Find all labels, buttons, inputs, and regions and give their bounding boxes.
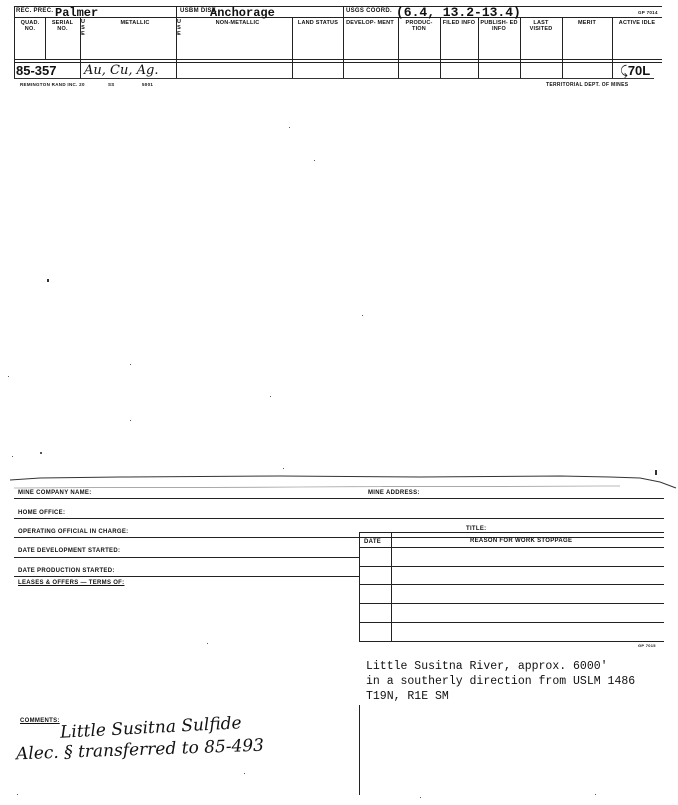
home-office-label: HOME OFFICE:: [18, 510, 66, 516]
col-line: [398, 18, 399, 78]
speck: [130, 420, 131, 421]
col-line: [612, 18, 613, 78]
col-active-idle: ACTIVE IDLE: [618, 20, 656, 26]
col-serial-no: SERIAL NO.: [51, 20, 74, 32]
speck: [47, 279, 49, 282]
col-last-visited: LAST VISITED: [529, 20, 553, 32]
speck: [362, 315, 363, 316]
line: [359, 547, 664, 548]
quad-serial-value: 85-357: [16, 63, 57, 78]
location-line-3: T19N, R1E SM: [366, 690, 449, 703]
table-left-border: [359, 532, 360, 642]
usbm-dist-label: USBM DIST.: [180, 8, 218, 14]
col-line: [478, 18, 479, 78]
line: [359, 566, 664, 567]
active-idle-value: [620, 63, 650, 79]
comments-line-1: Little Susitna Sulfide: [59, 713, 243, 743]
date-column-header: DATE: [364, 539, 382, 545]
line: [359, 584, 664, 585]
form-number-2: GP 7015: [638, 643, 656, 648]
speck: [130, 364, 131, 365]
comments-divider: [359, 705, 360, 795]
speck: [207, 643, 208, 644]
speck: [17, 794, 18, 795]
bottom-border: [14, 78, 654, 79]
operating-official-label: OPERATING OFFICIAL IN CHARGE:: [18, 529, 129, 535]
line: [359, 622, 664, 623]
title-label: TITLE:: [466, 526, 487, 532]
table-date-divider: [391, 532, 392, 642]
col-metallic: METALLIC: [120, 20, 150, 26]
speck: [12, 456, 13, 457]
circle-mark-icon: ⤹: [620, 63, 628, 78]
col-filed-info: FILED INFO: [442, 20, 476, 26]
top-border: [14, 6, 662, 7]
speck: [244, 773, 245, 774]
col-line: [14, 6, 15, 78]
usgs-coord-value: (6.4, 13.2-13.4): [396, 5, 521, 20]
col-line: [562, 18, 563, 78]
usbm-dist-value: Anchorage: [210, 6, 275, 20]
mine-address-label: MINE ADDRESS:: [368, 490, 420, 496]
active-idle-text: 70L: [627, 63, 651, 78]
line: [359, 603, 664, 604]
mine-company-name-label: MINE COMPANY NAME:: [18, 490, 92, 496]
location-line-2: in a southerly direction from USLM 1486: [366, 675, 636, 688]
col-quad-no: QUAD. NO.: [20, 20, 40, 32]
col-nonmetallic-use: U S E: [177, 19, 182, 37]
line: [14, 518, 664, 519]
line: [359, 532, 664, 533]
form-number: GP 7014: [638, 10, 658, 15]
speck: [283, 468, 284, 469]
speck: [289, 127, 290, 128]
comments-line-2: Alec. § transferred to 85-493: [15, 735, 265, 765]
line: [14, 498, 664, 499]
col-line: [292, 18, 293, 78]
col-non-metallic: NON-METALLIC: [215, 20, 260, 26]
department-name: TERRITORIAL DEPT. OF MINES: [546, 82, 629, 88]
col-line: [440, 18, 441, 78]
speck: [270, 396, 271, 397]
col-land-status: LAND STATUS: [297, 20, 339, 26]
printer-code-2: 5001: [142, 82, 154, 87]
line: [359, 641, 664, 642]
col-line: [176, 6, 177, 78]
col-line: [520, 18, 521, 78]
card-edge: [0, 462, 678, 492]
col-published-info: PUBLISH- ED INFO: [480, 20, 518, 32]
line: [14, 576, 359, 577]
reason-column-header: REASON FOR WORK STOPPAGE: [470, 538, 573, 544]
rec-prec-value: Palmer: [55, 6, 99, 20]
line: [14, 557, 359, 558]
col-merit: MERIT: [577, 20, 597, 26]
development-started-label: DATE DEVELOPMENT STARTED:: [18, 548, 121, 554]
printer-imprint: REMINGTON RAND INC. 20: [20, 82, 85, 87]
leases-offers-label: LEASES & OFFERS — TERMS OF:: [18, 580, 125, 586]
comments-label: COMMENTS:: [20, 718, 60, 724]
col-production: PRODUC- TION: [405, 20, 433, 32]
col-metallic-use: U S E: [81, 19, 86, 37]
production-started-label: DATE PRODUCTION STARTED:: [18, 568, 115, 574]
row-divider: [14, 59, 662, 60]
speck: [40, 452, 42, 454]
speck: [8, 376, 9, 377]
speck: [314, 160, 315, 161]
col-development: DEVELOP- MENT: [346, 20, 394, 26]
metallic-value: Au, Cu, Ag.: [84, 63, 159, 78]
location-line-1: Little Susitna River, approx. 6000': [366, 660, 608, 673]
speck: [420, 797, 421, 798]
usgs-coord-label: USGS COORD.: [346, 8, 392, 14]
col-line: [343, 6, 344, 78]
speck: [595, 794, 596, 795]
rec-prec-label: REC. PREC.: [16, 8, 54, 14]
header-divider: [14, 17, 662, 18]
printer-code-1: SS: [108, 82, 115, 87]
